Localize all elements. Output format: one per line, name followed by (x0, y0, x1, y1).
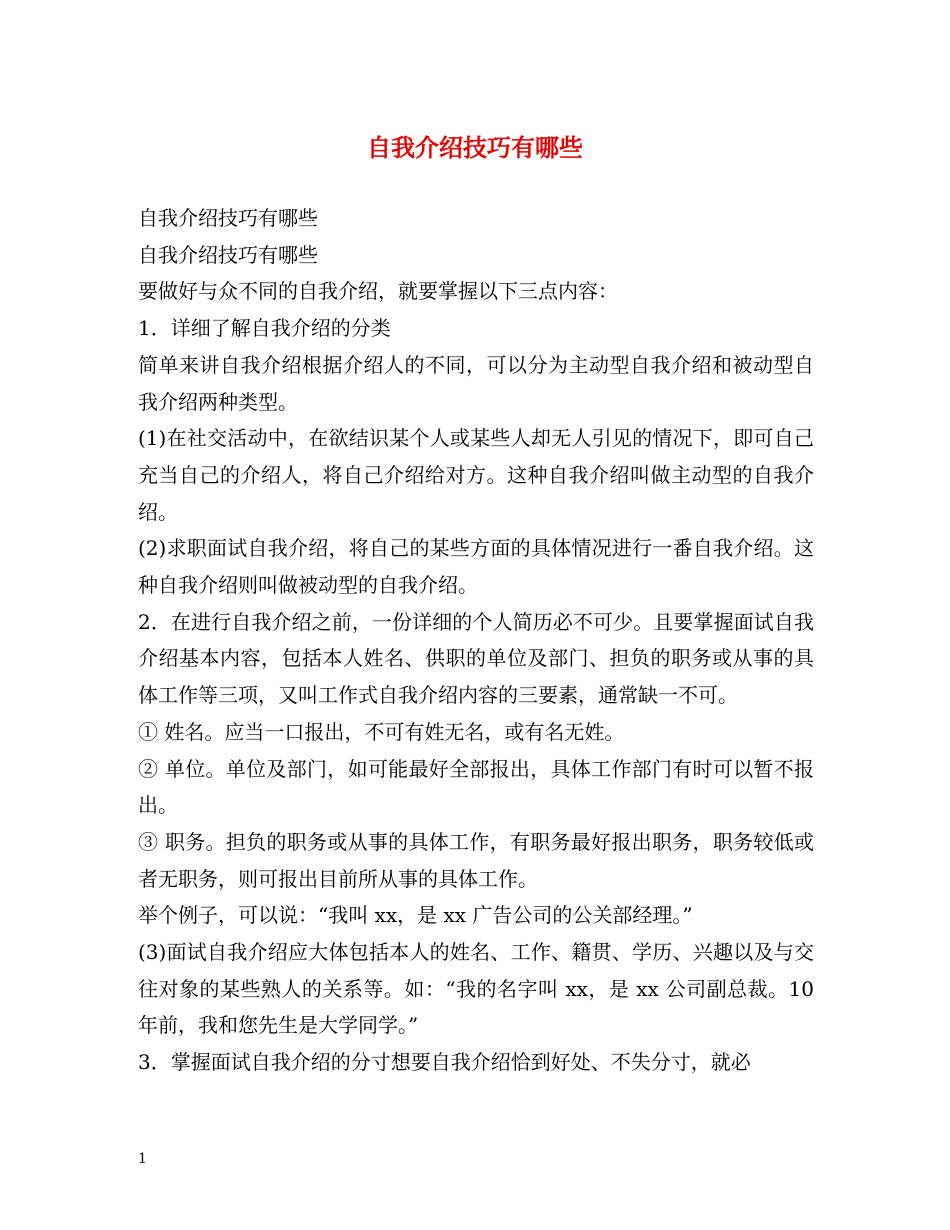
list-item: ② 单位。单位及部门，如可能最好全部报出，具体工作部门有时可以暂不报出。 (138, 756, 814, 818)
section-heading: 1．详细了解自我介绍的分类 (138, 316, 391, 341)
paragraph: 简单来讲自我介绍根据介绍人的不同，可以分为主动型自我介绍和被动型自我介绍两种类型。 (138, 352, 814, 414)
paragraph: 自我介绍技巧有哪些 (138, 206, 318, 230)
paragraph: 要做好与众不同的自我介绍，就要掌握以下三点内容： (138, 279, 618, 304)
paragraph: (1)在社交活动中，在欲结识某个人或某些人却无人引见的情况下，即可自己充当自己的介绍人，将自己介绍给对方。这种自我介绍叫做主动型的自我介绍。 (138, 426, 814, 524)
paragraph: (2)求职面试自我介绍，将自己的某些方面的具体情况进行一番自我介绍。这种自我介绍则叫做被动型的自我介绍。 (138, 536, 814, 598)
paragraph: (3)面试自我介绍应大体包括本人的姓名、工作、籍贯、学历、兴趣以及与交往对象的某些熟人的关系等。如：“我的名字叫 xx，是 xx 公司副总裁。10 年前，我和您先生是大学同学。” (138, 940, 814, 1038)
section-heading: 2．在进行自我介绍之前，一份详细的个人简历必不可少。且要掌握面试自我介绍基本内容，包括本人姓名、供职的单位及部门、担负的职务或从事的具体工作等三项，又叫工作式自我介绍内容的三要素，通常缺一不可。 (138, 609, 814, 708)
paragraph: 自我介绍技巧有哪些 (138, 242, 318, 267)
page-number: 1 (138, 1151, 147, 1167)
paragraph: 举个例子，可以说：“我叫 xx，是 xx 广告公司的公关部经理。” (138, 903, 693, 928)
list-item: ③ 职务。担负的职务或从事的具体工作，有职务最好报出职务，职务较低或者无职务，则可报出目前所从事的具体工作。 (138, 829, 814, 891)
section-heading: 3．掌握面试自我介绍的分寸想要自我介绍恰到好处、不失分寸，就必 (138, 1050, 751, 1075)
list-item: ① 姓名。应当一口报出，不可有姓无名，或有名无姓。 (138, 719, 625, 744)
document-title: 自我介绍技巧有哪些 (367, 133, 583, 162)
document-body (138, 200, 814, 1081)
